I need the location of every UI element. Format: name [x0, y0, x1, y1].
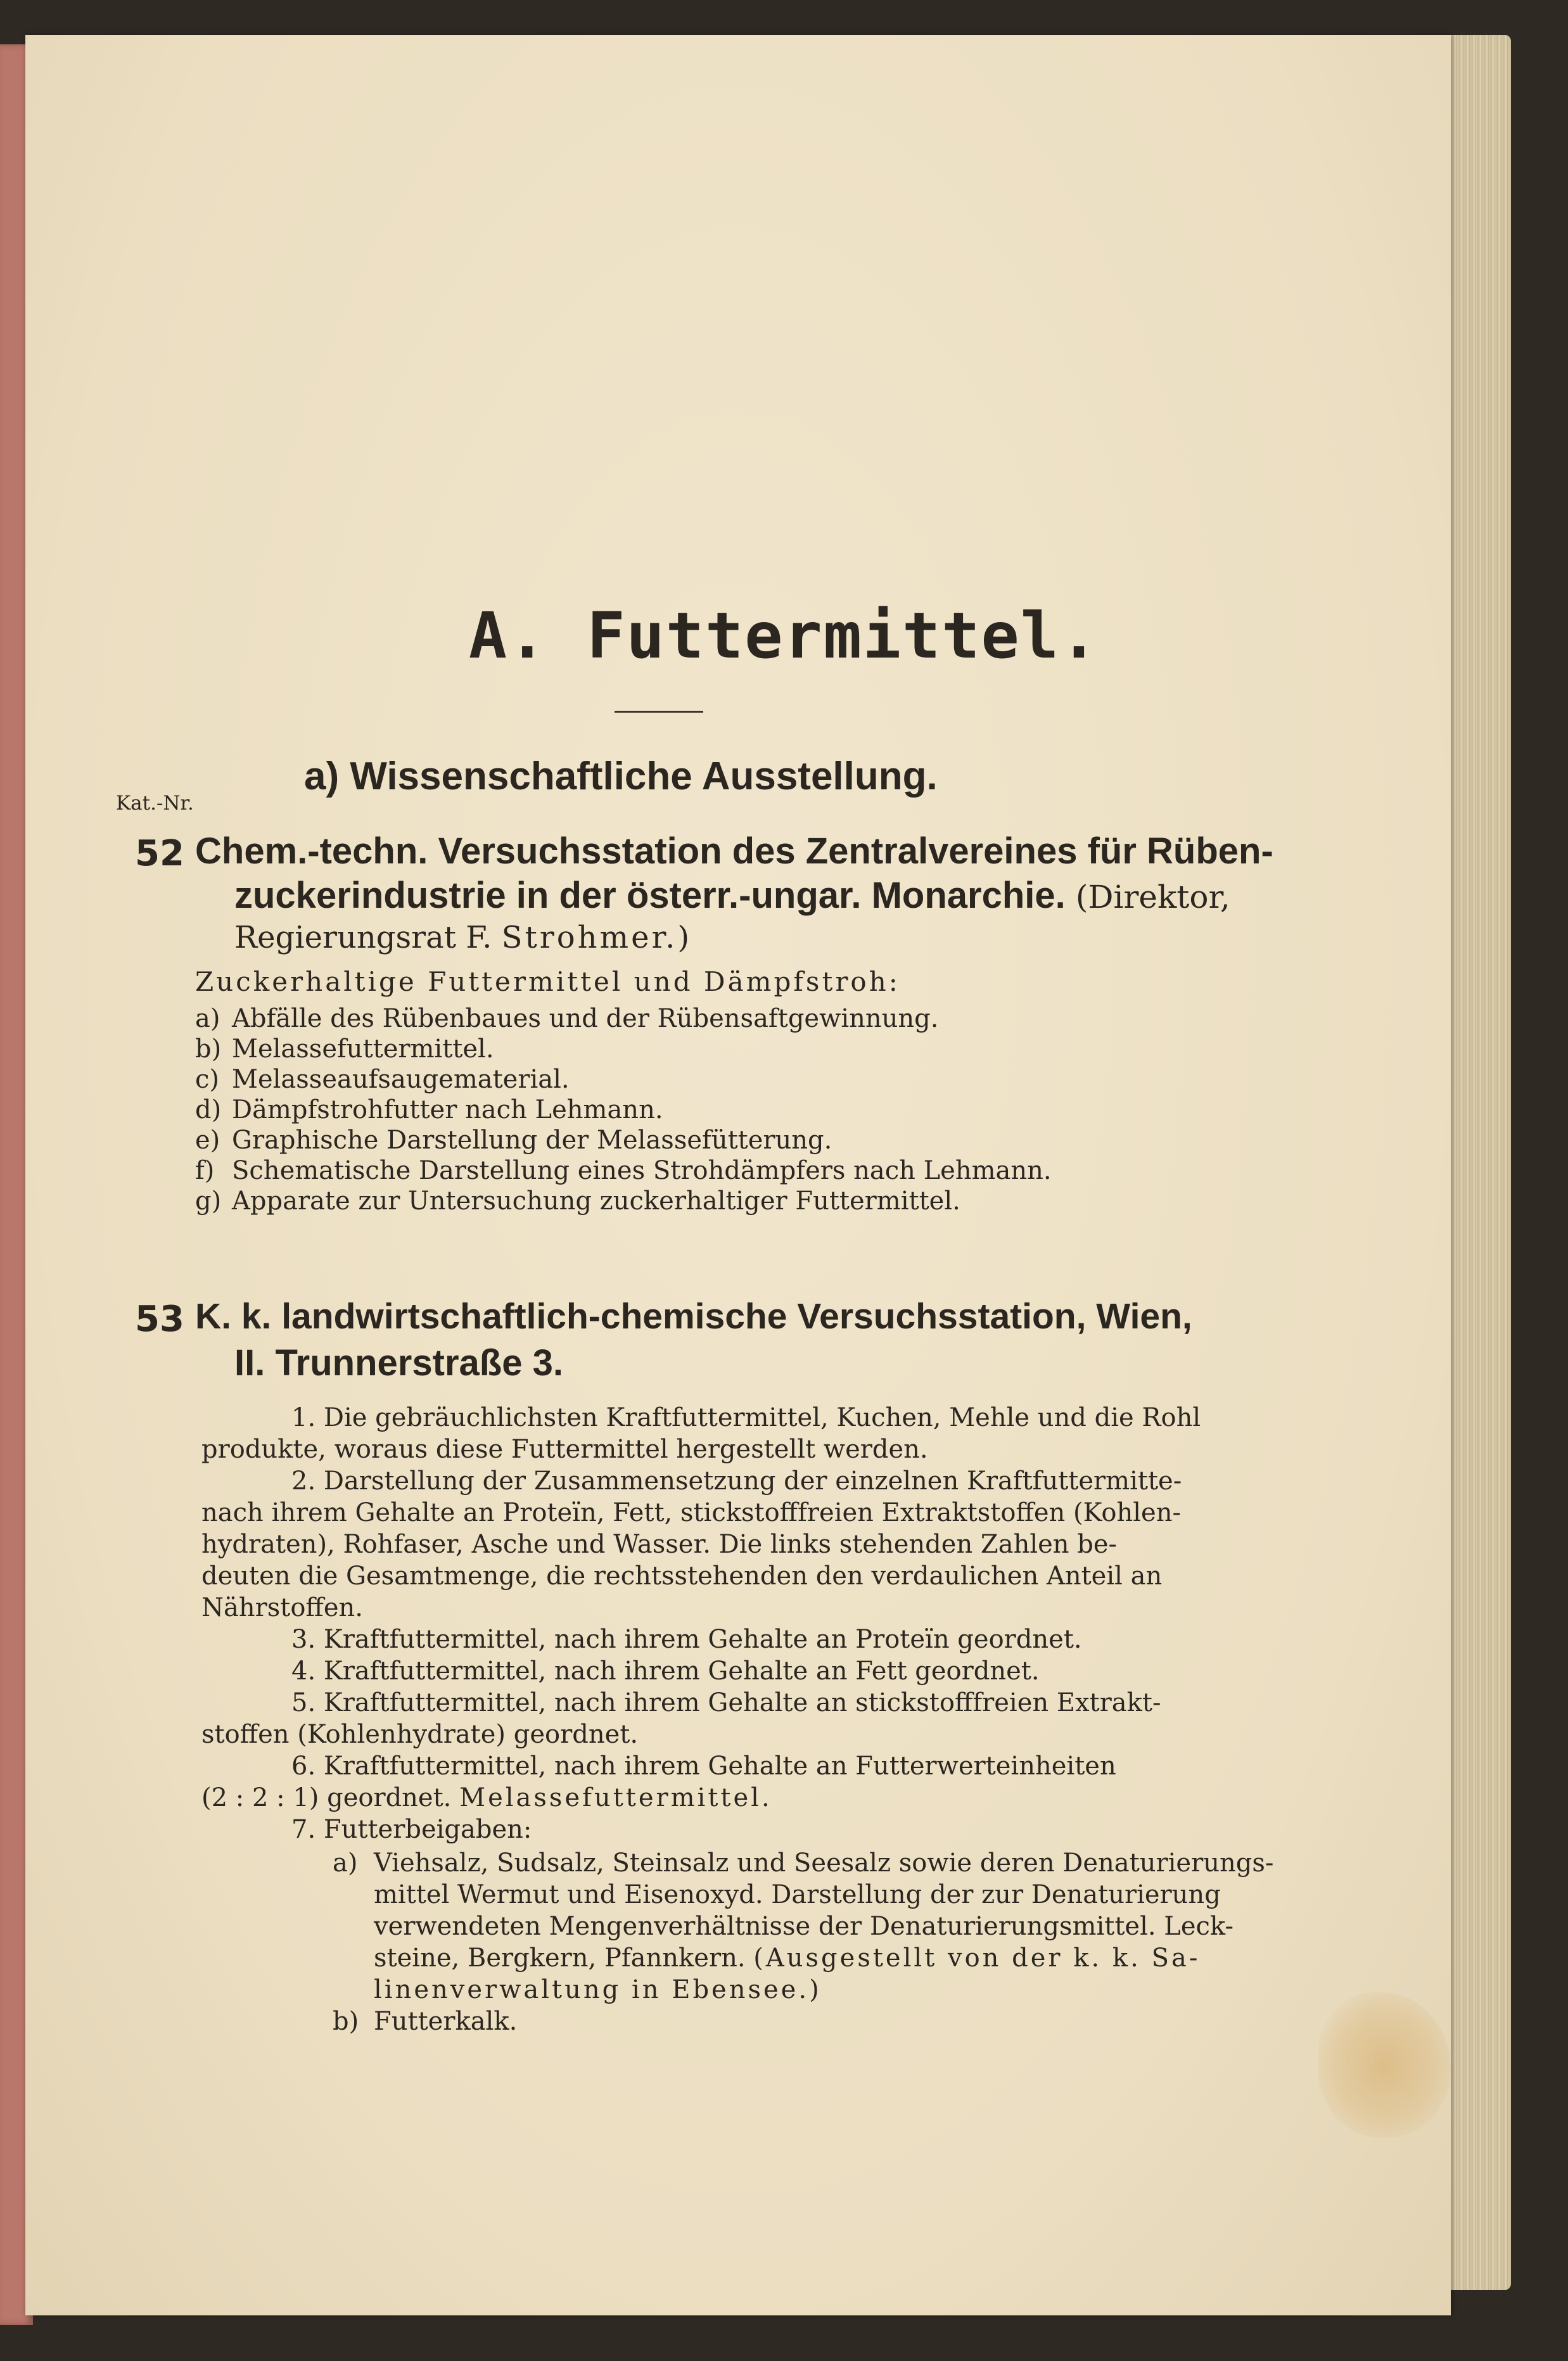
- item-7-heading: 7. Futterbeigaben:: [291, 1815, 532, 1844]
- body-line: stoffen (Kohlenhydrate) geordnet.: [201, 1720, 639, 1749]
- stain-mark: [1318, 1992, 1451, 2138]
- list-item: b) Melassefuttermittel.: [195, 1034, 494, 1064]
- body-line: produkte, woraus diese Futtermittel hergestellt werden.: [201, 1435, 928, 1464]
- entry-53-number: 53: [135, 1299, 184, 1340]
- body-line: 6. Kraftfuttermittel, nach ihrem Gehalte an Futterwerteinheiten: [291, 1752, 1116, 1781]
- list-item: a) Abfälle des Rübenbaues und der Rübensaftgewinnung.: [195, 1004, 939, 1033]
- sub-a-line: steine, Bergkern, Pfannkern. (Ausgestellt von der k. k. Sa-: [374, 1944, 1201, 1973]
- item-6-end: (2 : 2 : 1) geordnet.: [201, 1783, 452, 1812]
- body-line: 2. Darstellung der Zusammensetzung der einzelnen Kraftfuttermitte-: [291, 1467, 1182, 1496]
- entry-52-head-line-1: Chem.-techn. Versuchsstation des Zentralvereines für Rüben-: [195, 830, 1273, 872]
- list-item: g) Apparate zur Untersuchung zuckerhaltiger Futtermittel.: [195, 1187, 960, 1216]
- entry-52-title: Regierungsrat F.: [234, 920, 492, 955]
- entry-52-director-name: Strohmer.: [501, 920, 678, 955]
- body-line: 3. Kraftfuttermittel, nach ihrem Gehalte an Proteïn geordnet.: [291, 1625, 1082, 1654]
- subsection-title: a) Wissenschaftliche Ausstellung.: [304, 754, 938, 798]
- list-item: d) Dämpfstrohfutter nach Lehmann.: [195, 1095, 663, 1124]
- sub-a-line: Viehsalz, Sudsalz, Steinsalz und Seesalz sowie deren Denaturierungs-: [374, 1849, 1274, 1878]
- sub-a-line: mittel Wermut und Eisenoxyd. Darstellung der zur Denaturierung: [374, 1880, 1221, 1909]
- title-rule: [615, 711, 703, 713]
- entry-52-number: 52: [135, 833, 184, 874]
- entry-52-director-close: ): [677, 920, 690, 955]
- exhibitor-note-cont: linenverwaltung in Ebensee.: [374, 1975, 810, 2004]
- entry-52-head-line-3: [234, 920, 689, 955]
- entry-52-director-open: (Direktor,: [1075, 879, 1230, 915]
- sub-a-label: a): [333, 1849, 358, 1878]
- body-line: hydraten), Rohfaser, Asche und Wasser. Die links stehenden Zahlen be-: [201, 1530, 1118, 1559]
- body-line: 5. Kraftfuttermittel, nach ihrem Gehalte an stickstofffreien Extrakt-: [291, 1688, 1161, 1717]
- body-line: deuten die Gesamtmenge, die rechtsstehenden den verdaulichen Anteil an: [201, 1562, 1163, 1591]
- body-line: 4. Kraftfuttermittel, nach ihrem Gehalte an Fett geordnet.: [291, 1657, 1040, 1686]
- kat-nr-label: Kat.-Nr.: [116, 792, 194, 815]
- entry-52-institution: zuckerindustrie in der österr.-ungar. Monarchie.: [234, 875, 1066, 916]
- body-line: Nährstoffen.: [201, 1593, 363, 1622]
- list-item: f) Schematische Darstellung eines Strohdämpfers nach Lehmann.: [195, 1156, 1052, 1185]
- list-item: c) Melasseaufsaugematerial.: [195, 1065, 570, 1094]
- entry-52-head-line-2: [234, 874, 1230, 917]
- exhibitor-note: (Ausgestellt von der k. k. Sa-: [753, 1944, 1201, 1973]
- body-line: [201, 1783, 772, 1812]
- body-line: 1. Die gebräuchlichsten Kraftfuttermittel, Kuchen, Mehle und die Rohl: [291, 1403, 1201, 1432]
- entry-53-head-line-2: II. Trunnerstraße 3.: [234, 1342, 563, 1384]
- entry-52-intro: Zuckerhaltige Futtermittel und Dämpfstroh:: [195, 966, 900, 997]
- list-item: e) Graphische Darstellung der Melassefütterung.: [195, 1126, 832, 1155]
- sub-a-line: verwendeten Mengenverhältnisse der Denaturierungsmittel. Leck-: [374, 1912, 1233, 1941]
- section-title: A. Futtermittel.: [468, 599, 1100, 673]
- sub-a-line: linenverwaltung in Ebensee.): [374, 1975, 819, 2004]
- entry-53-head-line-1: K. k. landwirtschaftlich-chemische Versuchsstation, Wien,: [195, 1296, 1192, 1337]
- sub-b-label: b): [333, 2007, 359, 2036]
- body-line: nach ihrem Gehalte an Proteïn, Fett, stickstofffreien Extraktstoffen (Kohlen-: [201, 1498, 1181, 1527]
- melasse-heading: Melassefuttermittel.: [459, 1783, 772, 1812]
- sub-b-text: Futterkalk.: [374, 2007, 518, 2036]
